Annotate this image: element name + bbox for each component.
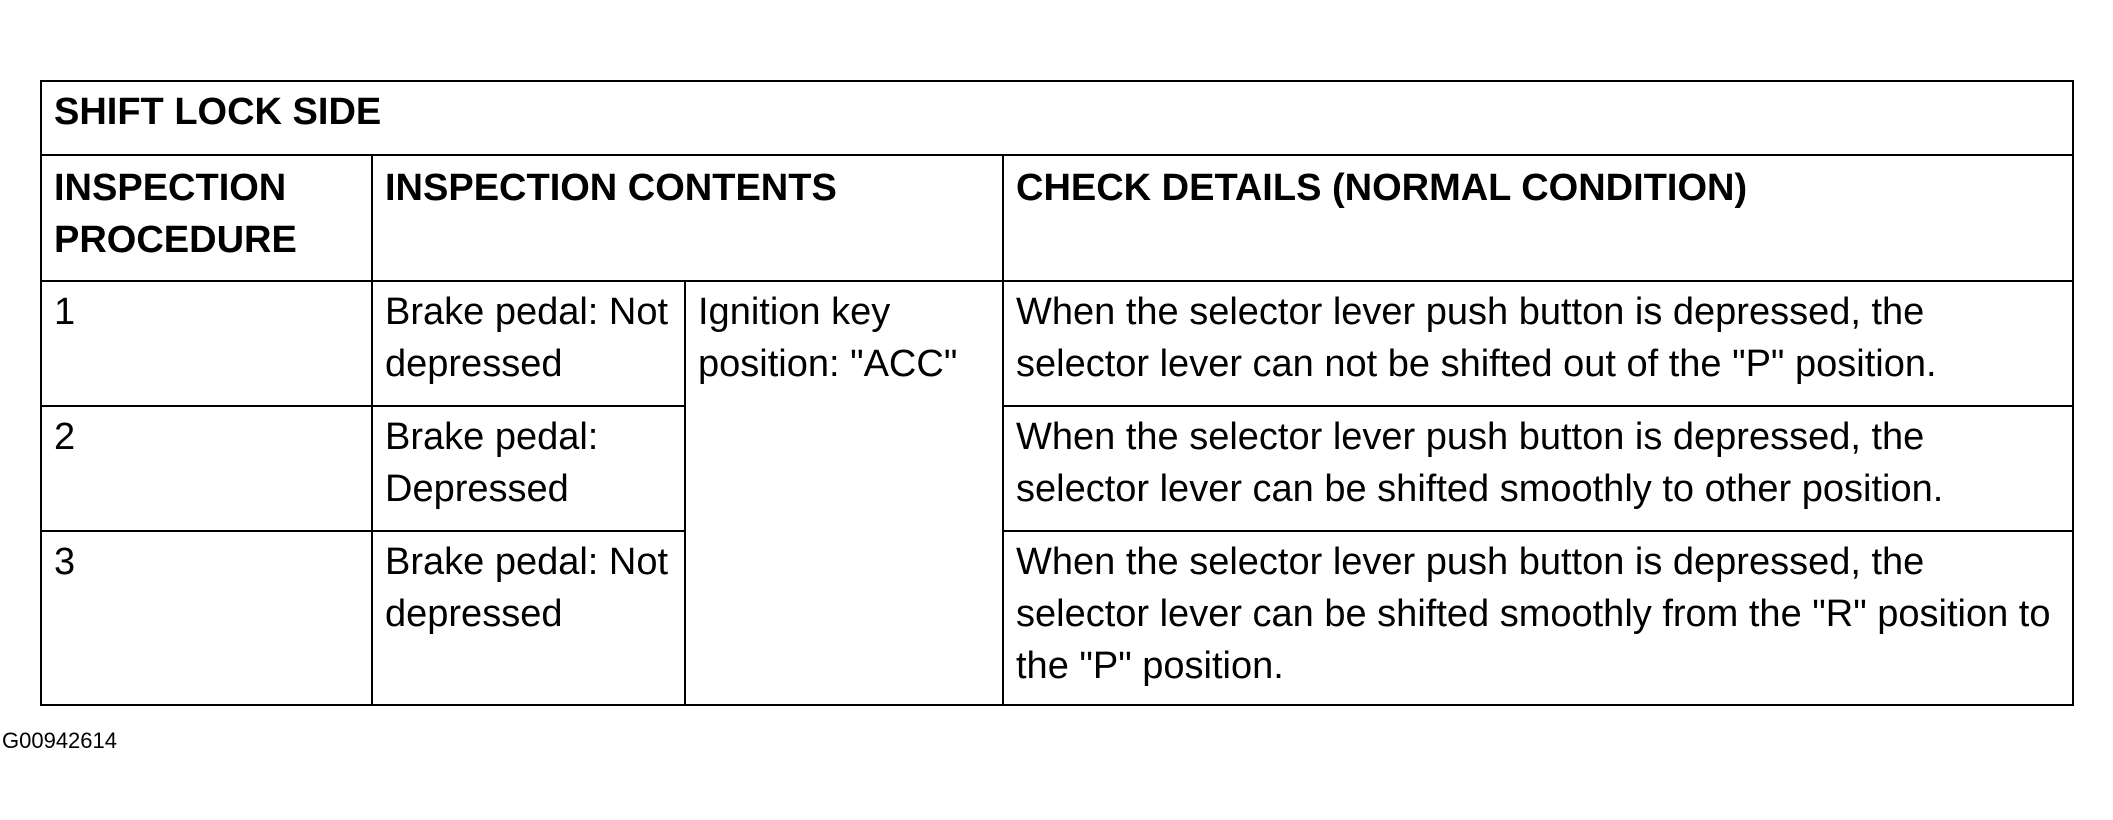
ignition-key-cell: Ignition key position: "ACC": [685, 281, 1003, 705]
header-inspection-contents: INSPECTION CONTENTS: [372, 155, 1003, 281]
check-details-cell: When the selector lever push button is depressed, the selector lever can be shifted smoothly from the "R" position to the "P" position.: [1003, 531, 2073, 705]
figure-reference-code: G00942614: [2, 728, 117, 753]
table-row: [41, 281, 2073, 406]
header-check-details: CHECK DETAILS (NORMAL CONDITION): [1003, 155, 2073, 281]
shift-lock-inspection-table: [40, 80, 2074, 706]
table-header-row: [41, 155, 2073, 281]
table-row: [41, 406, 2073, 531]
brake-pedal-cell: Brake pedal: Depressed: [372, 406, 685, 531]
header-inspection-procedure: INSPECTION PROCEDURE: [41, 155, 372, 281]
table-title: SHIFT LOCK SIDE: [41, 81, 2073, 155]
check-details-cell: When the selector lever push button is depressed, the selector lever can be shifted smoothly to other position.: [1003, 406, 2073, 531]
procedure-number-cell: 3: [41, 531, 372, 705]
procedure-number-cell: 1: [41, 281, 372, 406]
check-details-cell: When the selector lever push button is depressed, the selector lever can not be shifted out of the "P" position.: [1003, 281, 2073, 406]
brake-pedal-cell: Brake pedal: Not depressed: [372, 531, 685, 705]
table-title-row: [41, 81, 2073, 155]
procedure-number-cell: 2: [41, 406, 372, 531]
table-row: [41, 531, 2073, 705]
brake-pedal-cell: Brake pedal: Not depressed: [372, 281, 685, 406]
